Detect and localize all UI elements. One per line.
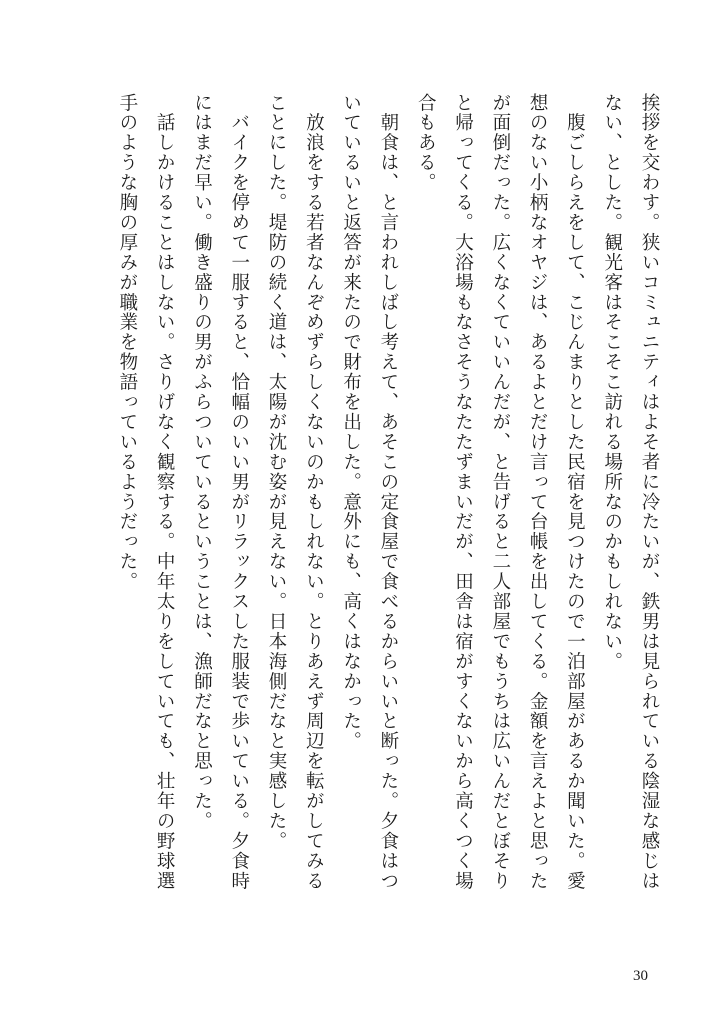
- text-line-7: 合もある。: [415, 93, 437, 193]
- text-line-13: にはまだ早い。働き盛りの男がふらついているということは、漁師だなと思った。: [191, 93, 213, 832]
- text-line-11: ことにした。堤防の続く道は、太陽が沈む姿が見えない。日本海側だなと実感した。: [266, 93, 288, 852]
- text-line-6: と帰ってくる。大浴場もなさそうなたたずまいだが、田舎は宿がすくないから高くつく場: [452, 93, 474, 891]
- text-line-14: 話しかけることはしない。さりげなく観察する。中年太りをしていても、壮年の野球選: [154, 93, 176, 891]
- vertical-text-body: [109, 93, 668, 973]
- text-line-3: 腹ごしらえをして、こじんまりとした民宿を見つけたので一泊部屋があるか聞いた。愛: [564, 93, 586, 891]
- text-line-10: 放浪をする若者なんぞめずらしくないのかもしれない。とりあえず周辺を転がしてみる: [303, 93, 325, 891]
- text-line-2: ない、とした。観光客はそこそこ訪れる場所なのかもしれない。: [601, 93, 623, 672]
- text-line-12: バイクを停めて一服すると、恰幅のいい男がリラックスした服装で歩いている。夕食時: [228, 93, 250, 891]
- text-line-9: いているいと返答が来たので財布を出した。意外にも、高くはなかった。: [340, 93, 362, 752]
- page-number: 30: [633, 968, 648, 984]
- text-line-1: 挨拶を交わす。狭いコミュニティはよそ者に冷たいが、鉄男は見られている陰湿な感じは: [639, 93, 660, 891]
- text-line-8: 朝食は、と言われしばし考えて、あそこの定食屋で食べるからいいと断った。夕食はつ: [377, 93, 399, 891]
- text-line-15: 手のような胸の厚みが職業を物語っているようだった。: [116, 93, 138, 592]
- text-line-4: 想のない小柄なオヤジは、あるよとだけ言って台帳を出してくる。金額を言えよと思った: [527, 93, 549, 891]
- text-line-5: が面倒だった。広くなくていいんだが、と告げると二人部屋でもうちは広いんだとぼそり: [489, 93, 511, 891]
